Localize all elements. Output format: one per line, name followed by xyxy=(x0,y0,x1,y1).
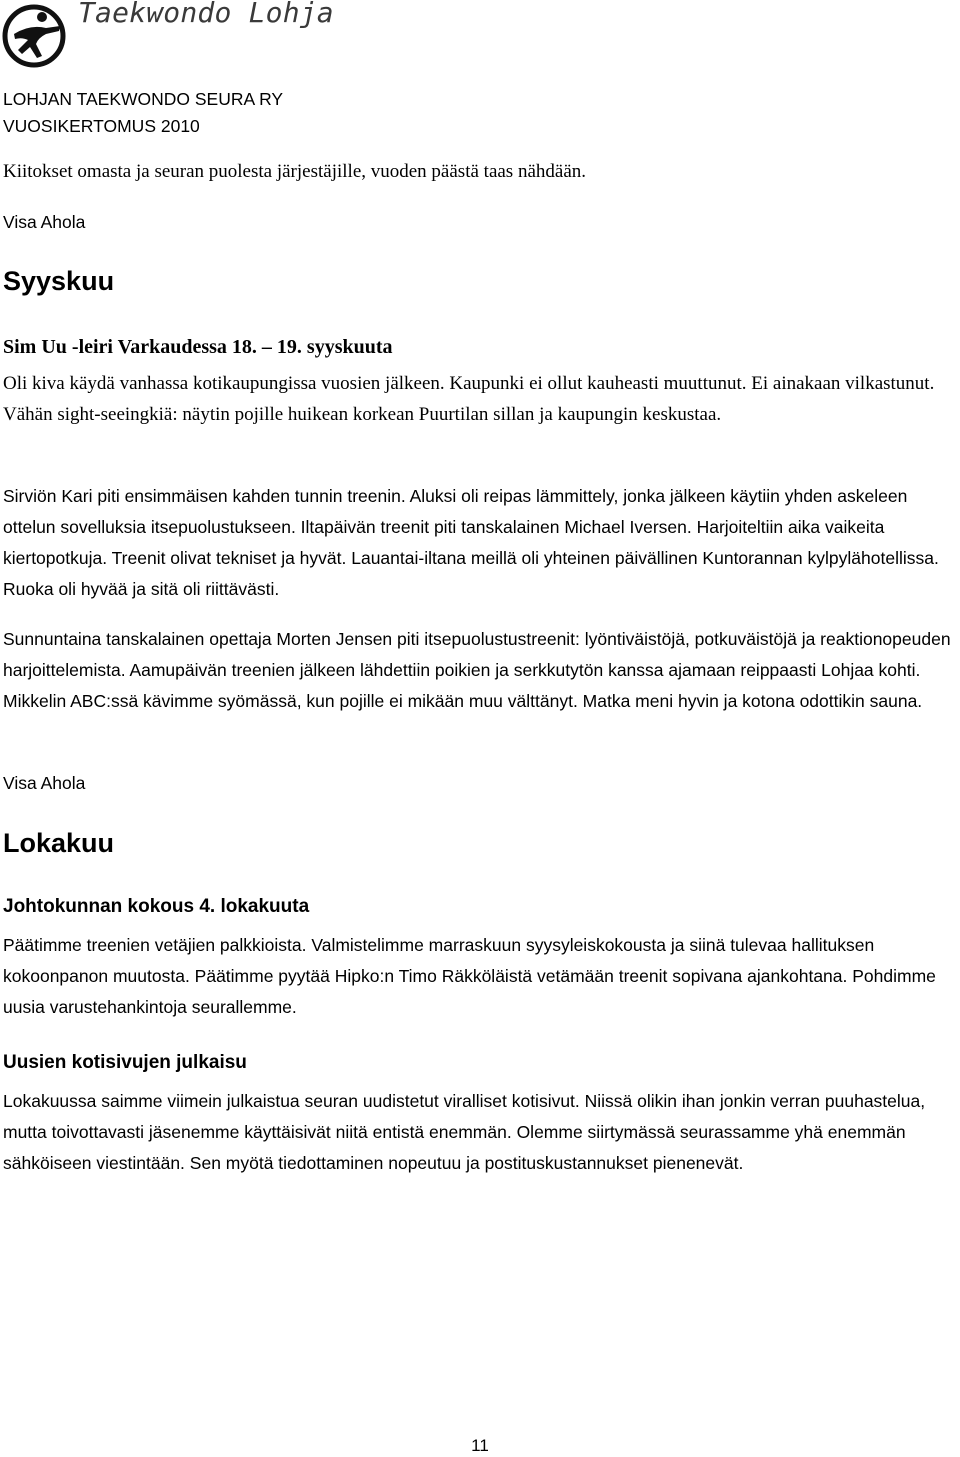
org-name: LOHJAN TAEKWONDO SEURA RY xyxy=(3,89,284,109)
author-signature: Visa Ahola xyxy=(3,212,86,232)
subheading-sim-uu-camp: Sim Uu -leiri Varkaudessa 18. – 19. syyskuuta xyxy=(3,336,393,358)
paragraph: Sirviön Kari piti ensimmäisen kahden tunnin treenin. Aluksi oli reipas lämmittely, jonka jälkeen käytiin yhden askeleen ottelun sovelluksia itsepuolustukseen. Iltapäivän treenit piti tanskalainen Michael Iversen. Harjoiteltiin aika vaikeita kiertopotkuja. Treenit olivat tekniset ja hyvät. Lauantai-iltana meillä oli yhteinen päivällinen Kuntorannan kylpylähotellissa. Ruoka oli hyvää ja sitä oli riittävästi. xyxy=(3,486,939,599)
document-header xyxy=(3,86,283,140)
subheading-new-website: Uusien kotisivujen julkaisu xyxy=(3,1052,247,1073)
page-number: 11 xyxy=(471,1436,489,1455)
paragraph: Sunnuntaina tanskalainen opettaja Morten Jensen piti itsepuolustustreenit: lyöntiväistöjä, potkuväistöjä ja reaktionopeuden harjoittelemista. Aamupäivän treenien jälkeen lähdettiin poikien ja serkkutytön kanssa ajamaan reippaasti Lohjaa kohti. Mikkelin ABC:ssä kävimme syömässä, kun pojille ei mikään muu välttänyt. Matka meni hyvin ja kotona odottikin sauna. xyxy=(3,629,951,711)
author-signature: Visa Ahola xyxy=(3,773,86,793)
taekwondo-emblem-icon xyxy=(2,4,72,68)
logo-title: Taekwondo Lohja xyxy=(78,0,334,29)
paragraph: Oli kiva käydä vanhassa kotikaupungissa vuosien jälkeen. Kaupunki ei ollut kauheasti muuttunut. Ei ainakaan vilkastunut. Vähän sight-seeingkiä: näytin pojille huikean korkean Puurtilan sillan ja kaupungin keskustaa. xyxy=(3,373,935,425)
paragraph: Lokakuussa saimme viimein julkaistua seuran uudistetut viralliset kotisivut. Niissä olikin ihan jonkin verran puuhastelua, mutta toivottavasti jäsenemme käyttäisivät niitä entistä enemmän. Olemme siirtymässä seurassamme yhä enemmän sähköiseen viestintään. Sen myötä tiedottaminen nopeutuu ja postituskustannukset pienenevät. xyxy=(3,1091,926,1173)
subheading-board-meeting: Johtokunnan kokous 4. lokakuuta xyxy=(3,896,310,917)
section-heading-lokakuu: Lokakuu xyxy=(3,828,115,858)
paragraph: Päätimme treenien vetäjien palkkioista. Valmistelimme marraskuun syysyleiskokousta ja siinä tulevaa hallituksen kokoonpanon muutosta. Päätimme pyytää Hipko:n Timo Räkköläistä vetämään treenit sopivana ajankohtana. Pohdimme uusia varustehankintoja seurallemme. xyxy=(3,935,936,1017)
report-title: VUOSIKERTOMUS 2010 xyxy=(3,116,200,136)
thanks-paragraph: Kiitokset omasta ja seuran puolesta järjestäjille, vuoden päästä taas nähdään. xyxy=(3,161,586,182)
section-heading-syyskuu: Syyskuu xyxy=(3,266,115,296)
